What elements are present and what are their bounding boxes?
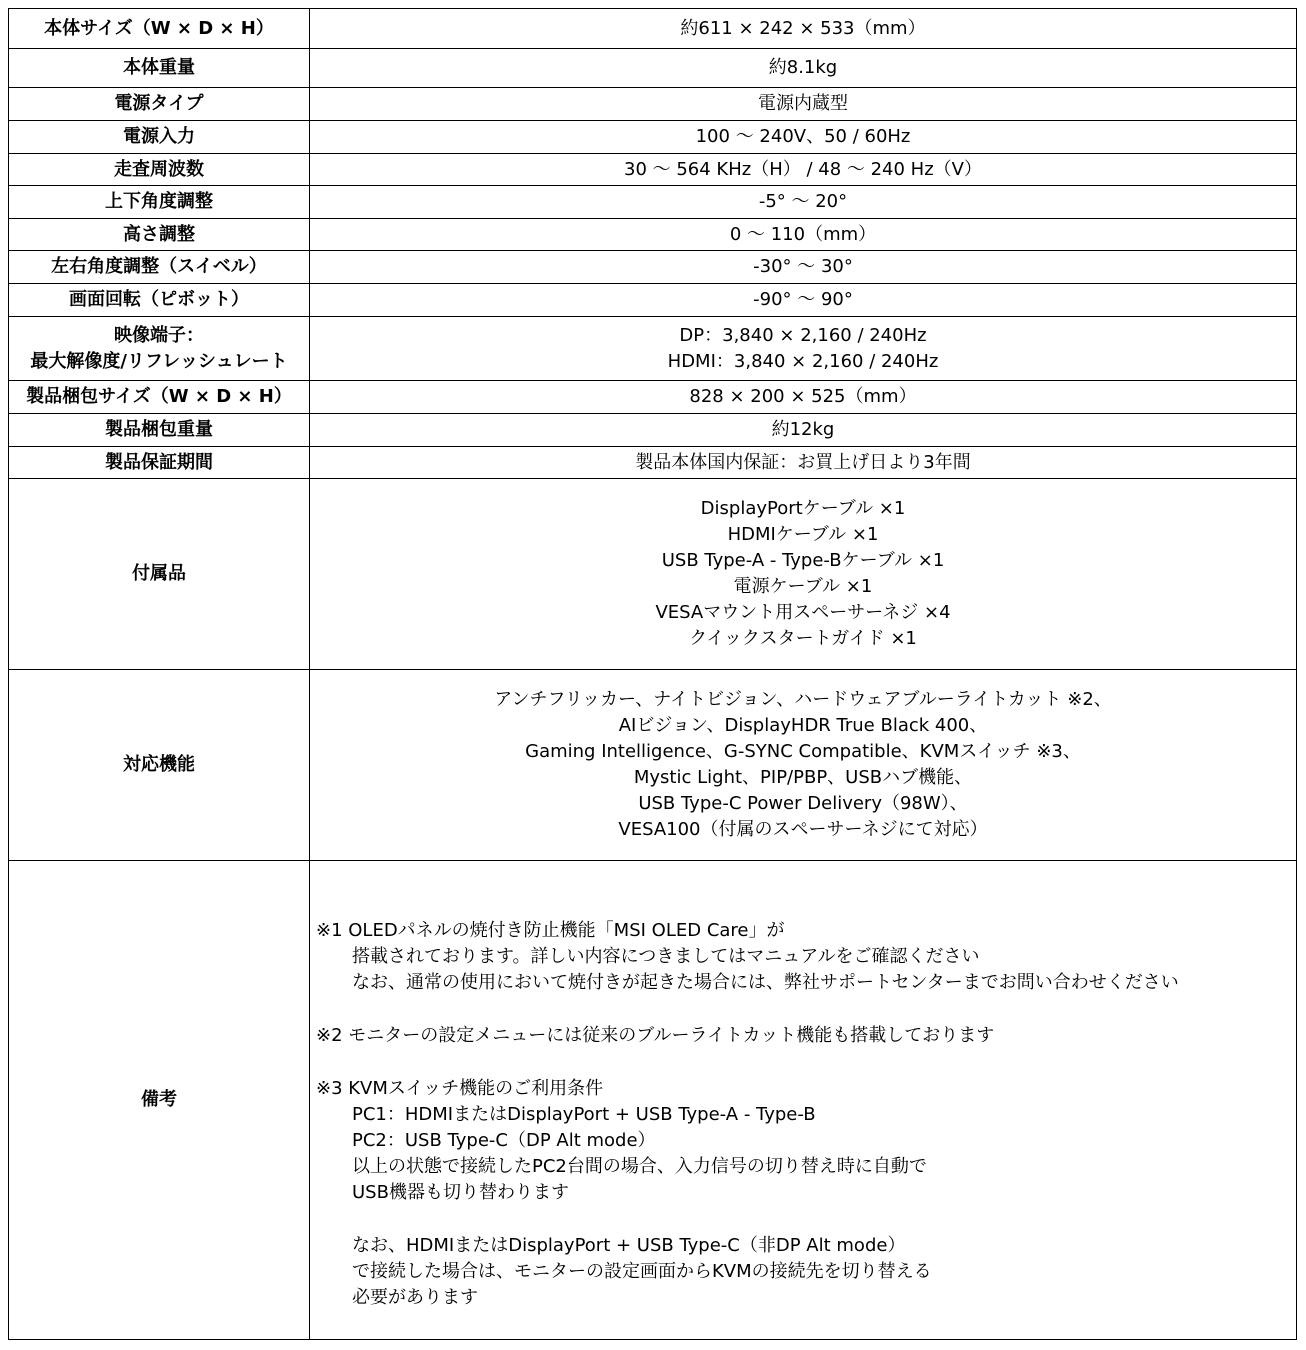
spec-row bbox=[9, 381, 1297, 414]
spec-row bbox=[9, 284, 1297, 317]
row-label: 対応機能 bbox=[9, 670, 310, 861]
row-label: 製品梱包サイズ（W × D × H） bbox=[9, 381, 310, 414]
accessory-item: USB Type-A - Type-Bケーブル ×1 bbox=[661, 550, 945, 571]
row-value: 約611 × 242 × 533（mm） bbox=[310, 9, 1297, 49]
note-body bbox=[316, 944, 1296, 996]
row-label: 電源タイプ bbox=[9, 88, 310, 121]
feature-line: USB Type-C Power Delivery（98W）、 bbox=[638, 793, 968, 814]
spec-row-video bbox=[9, 317, 1297, 381]
row-value bbox=[310, 670, 1297, 861]
spec-row bbox=[9, 121, 1297, 154]
row-label: 本体重量 bbox=[9, 49, 310, 88]
spec-row bbox=[9, 414, 1297, 447]
spec-table bbox=[8, 8, 1297, 1340]
row-value: 製品本体国内保証：お買上げ日より3年間 bbox=[310, 447, 1297, 479]
spec-row-features bbox=[9, 670, 1297, 861]
accessory-item: DisplayPortケーブル ×1 bbox=[700, 498, 906, 519]
row-value bbox=[310, 317, 1297, 381]
note-line: 以上の状態で接続したPC2台間の場合、入力信号の切り替え時に自動で bbox=[352, 1155, 927, 1177]
feature-line: AIビジョン、DisplayHDR True Black 400、 bbox=[618, 715, 988, 736]
spec-row bbox=[9, 186, 1297, 219]
feature-line: Gaming Intelligence、G-SYNC Compatible、KVMスイッチ ※3、 bbox=[525, 741, 1081, 762]
row-value: 電源内蔵型 bbox=[310, 88, 1297, 121]
row-label: 走査周波数 bbox=[9, 154, 310, 186]
note-line: ※3 KVMスイッチ機能のご利用条件 bbox=[316, 1077, 604, 1099]
accessory-item: VESAマウント用スペーサーネジ ×4 bbox=[655, 602, 951, 623]
spec-row-accessories bbox=[9, 479, 1297, 670]
spec-row bbox=[9, 154, 1297, 186]
accessory-item: クイックスタートガイド ×1 bbox=[689, 628, 917, 649]
spec-row bbox=[9, 9, 1297, 49]
spec-row bbox=[9, 219, 1297, 251]
note-line: 搭載されております。詳しい内容につきましてはマニュアルをご確認ください bbox=[352, 945, 980, 967]
spec-row bbox=[9, 88, 1297, 121]
row-label: 備考 bbox=[9, 861, 310, 1340]
row-label: 本体サイズ（W × D × H） bbox=[9, 9, 310, 49]
note-line: ※2 モニターの設定メニューには従来のブルーライトカット機能も搭載しております bbox=[316, 1024, 995, 1046]
row-value: -30° ～ 30° bbox=[310, 251, 1297, 284]
feature-line: VESA100（付属のスペーサーネジにて対応） bbox=[618, 819, 988, 840]
feature-line: Mystic Light、PIP/PBP、USBハブ機能、 bbox=[633, 767, 973, 788]
note-line: USB機器も切り替わります bbox=[352, 1181, 569, 1203]
spec-row bbox=[9, 251, 1297, 284]
row-value: 30 ～ 564 KHz（H） / 48 ～ 240 Hz（V） bbox=[310, 154, 1297, 186]
row-label: 製品梱包重量 bbox=[9, 414, 310, 447]
note-line: PC1：HDMIまたはDisplayPort + USB Type-A - Type-B bbox=[352, 1103, 816, 1125]
note-line: PC2：USB Type-C（DP Alt mode） bbox=[352, 1129, 656, 1151]
note-line: で接続した場合は、モニターの設定画面からKVMの接続先を切り替える bbox=[352, 1260, 932, 1282]
note-line: ※1 OLEDパネルの焼付き防止機能「MSI OLED Care」が bbox=[316, 919, 785, 941]
accessory-item: HDMIケーブル ×1 bbox=[727, 524, 879, 545]
row-label: 電源入力 bbox=[9, 121, 310, 154]
accessory-item: 電源ケーブル ×1 bbox=[733, 576, 873, 597]
note-line: なお、HDMIまたはDisplayPort + USB Type-C（非DP Alt mode） bbox=[352, 1234, 906, 1256]
row-label: 付属品 bbox=[9, 479, 310, 670]
row-value bbox=[310, 479, 1297, 670]
row-label: 高さ調整 bbox=[9, 219, 310, 251]
row-label: 画面回転（ピボット） bbox=[9, 284, 310, 317]
note-line: 必要があります bbox=[352, 1286, 478, 1308]
feature-line: アンチフリッカー、ナイトビジョン、ハードウェアブルーライトカット ※2、 bbox=[494, 689, 1112, 710]
row-value: 100 ～ 240V、50 / 60Hz bbox=[310, 121, 1297, 154]
row-value: 828 × 200 × 525（mm） bbox=[310, 381, 1297, 414]
row-value bbox=[310, 861, 1297, 1340]
row-label: 左右角度調整（スイベル） bbox=[9, 251, 310, 284]
spec-row-remarks bbox=[9, 861, 1297, 1340]
row-value: 約12kg bbox=[310, 414, 1297, 447]
note-body bbox=[316, 1102, 1296, 1311]
row-value: 約8.1kg bbox=[310, 49, 1297, 88]
note-line: なお、通常の使用において焼付きが起きた場合には、弊社サポートセンターまでお問い合わせください bbox=[352, 971, 1179, 993]
spec-row bbox=[9, 49, 1297, 88]
row-value: -90° ～ 90° bbox=[310, 284, 1297, 317]
label-line: 映像端子： bbox=[114, 324, 204, 346]
spec-row bbox=[9, 447, 1297, 479]
row-label bbox=[9, 317, 310, 381]
row-value: -5° ～ 20° bbox=[310, 186, 1297, 219]
value-line: HDMI：3,840 × 2,160 / 240Hz bbox=[667, 350, 939, 372]
value-line: DP：3,840 × 2,160 / 240Hz bbox=[679, 324, 927, 346]
row-label: 製品保証期間 bbox=[9, 447, 310, 479]
row-value: 0 ～ 110（mm） bbox=[310, 219, 1297, 251]
label-line: 最大解像度/リフレッシュレート bbox=[30, 350, 288, 372]
row-label: 上下角度調整 bbox=[9, 186, 310, 219]
remarks-notes bbox=[310, 890, 1296, 1311]
